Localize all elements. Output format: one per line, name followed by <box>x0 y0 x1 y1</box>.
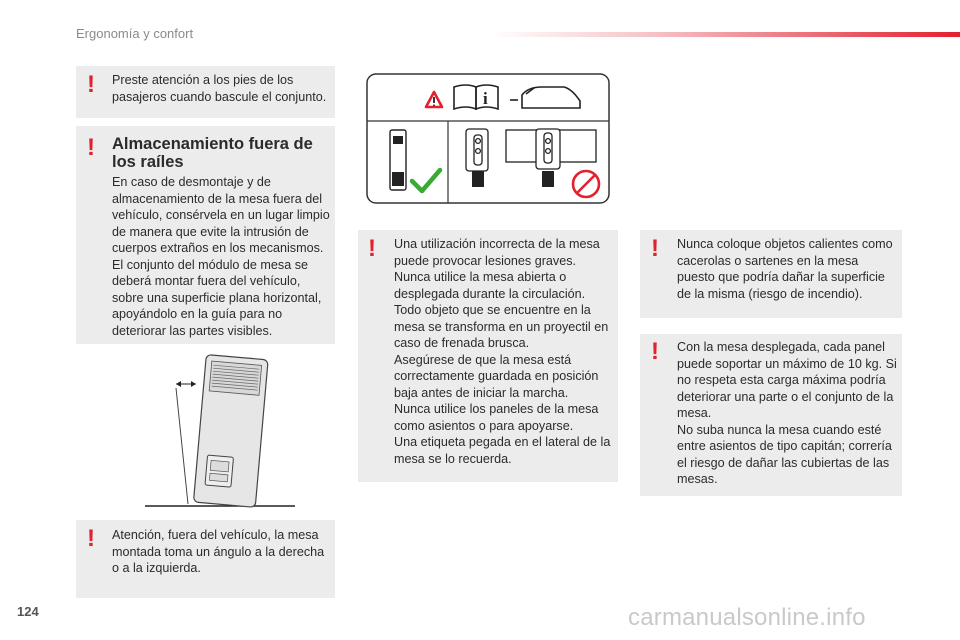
header-title: Ergonomía y confort <box>76 26 194 41</box>
warning-text-load: Con la mesa desplegada, cada panel puede soportar un máximo de 10 kg. Si no respeta esta carga máxima podría deteriorar una parte o el conjunto de la mesa. No suba nunca la mesa cuando esté entre asientos de tipo capitán; correría el riesgo de dañar las cubiertas de las mesas. <box>677 340 897 486</box>
warning-text-hot: Nunca coloque objetos calientes como cacerolas o sartenes en la mesa puesto que podría dañar la superficie de la misma (riesgo de incendio). <box>677 237 893 301</box>
warning-label-illustration <box>366 73 610 204</box>
warning-text-feet: Preste atención a los pies de los pasajeros cuando bascule el conjunto. <box>112 73 327 104</box>
warning-text-misuse: Una utilización incorrecta de la mesa puede provocar lesiones graves. Nunca utilice la mesa abierta o desplegada durante la circulación. Todo objeto que se encuentre en la mesa se transforma en un proyectil en caso de frenada brusca. Asegúrese de que la mesa está correctamente guardada en posición baja antes de iniciar la marcha. Nunca utilice los paneles de la mesa como asientos o para apoyarse. Una etiqueta pegada en el lateral de la mesa se lo recuerda. <box>394 237 611 466</box>
warning-icon: ! <box>651 338 659 365</box>
page-number: 124 <box>17 604 39 619</box>
table-open-icon <box>466 129 488 171</box>
watermark: carmanualsonline.info <box>628 604 866 631</box>
header-accent-line <box>490 32 960 37</box>
info-glyph: i <box>483 89 488 108</box>
warning-icon: ! <box>651 235 659 262</box>
warning-icon: ! <box>368 235 376 262</box>
warning-icon: ! <box>87 525 95 552</box>
section-title: Almacenamiento fuera de los raíles <box>112 135 313 171</box>
warning-icon: ! <box>87 71 95 98</box>
table-stowed-icon <box>390 130 406 190</box>
warning-icon: ! <box>87 134 95 161</box>
warning-text-angle: Atención, fuera del vehículo, la mesa montada toma un ángulo a la derecha o a la izquierda. <box>112 528 325 575</box>
table-side-illustration <box>140 348 300 516</box>
storage-text: En caso de desmontaje y de almacenamiento de la mesa fuera del vehículo, consérvela en un lugar limpio de manera que evite la intrusión de cuerpos extraños en los mecanismos. El conjunto del módulo de mesa se deberá montar fuera del vehículo, sobre una superficie plana horizontal, apoyándolo en la guía para no deteriorar las partes visibles. <box>112 175 330 338</box>
